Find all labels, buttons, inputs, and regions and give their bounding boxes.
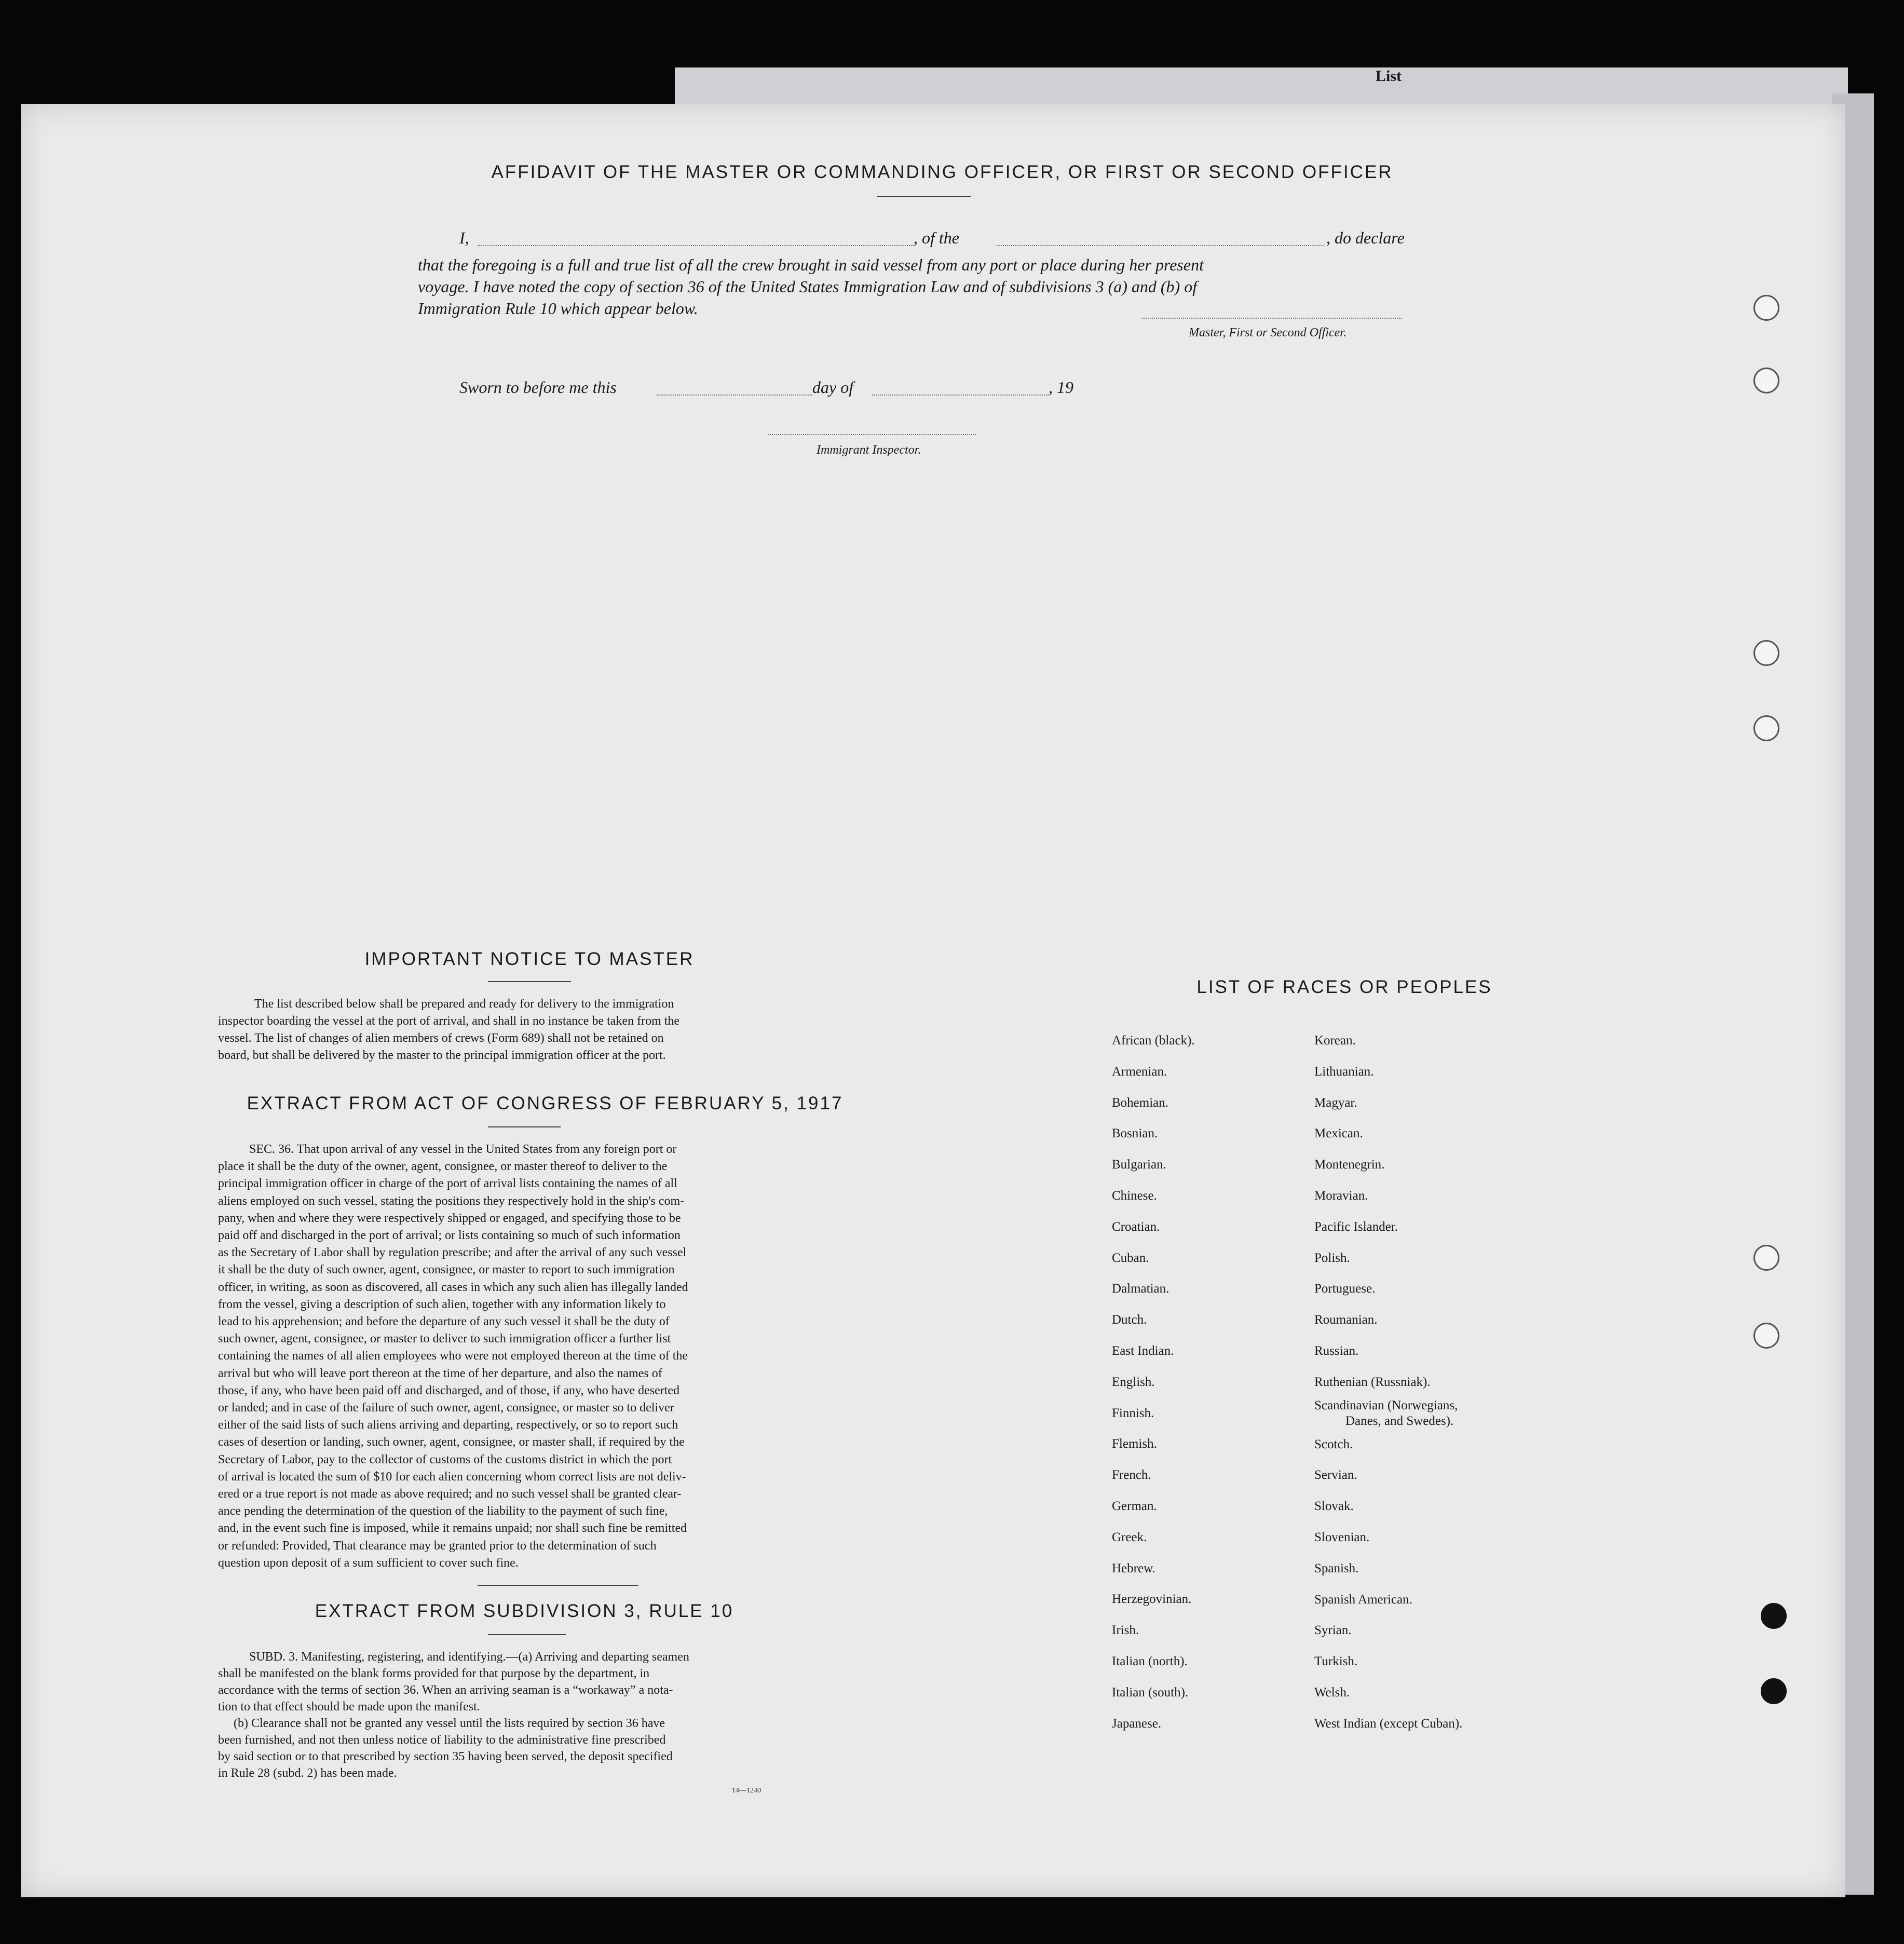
notice-line: vessel. The list of changes of alien members of crews (Form 689) shall not be retained on bbox=[218, 1031, 664, 1045]
race-item: Japanese. bbox=[1112, 1716, 1162, 1731]
act-line: as the Secretary of Labor shall by regulation prescribe; and after the arrival of any such vessel bbox=[218, 1246, 687, 1260]
race-item: Scotch. bbox=[1314, 1437, 1353, 1451]
race-item: French. bbox=[1112, 1468, 1151, 1483]
act-title: EXTRACT FROM ACT OF CONGRESS OF FEBRUARY 5, 1917 bbox=[247, 1093, 844, 1113]
sworn-year: , 19 bbox=[1049, 378, 1073, 397]
punch-hole bbox=[1753, 295, 1779, 321]
act-line: it shall be the duty of such owner, agent, consignee, or master to report to such immigration bbox=[218, 1263, 675, 1277]
race-item: Korean. bbox=[1314, 1034, 1356, 1048]
act-line: Secretary of Labor, pay to the collector of customs of the customs district in which the port bbox=[218, 1452, 672, 1466]
race-item: Portuguese. bbox=[1314, 1282, 1376, 1296]
race-item: Polish. bbox=[1314, 1250, 1350, 1265]
act-line: those, if any, who have been paid off and discharged, and of those, if any, who have deserted bbox=[218, 1383, 680, 1397]
affidavit-title: AFFIDAVIT OF THE MASTER OR COMMANDING OFFICER, OR FIRST OR SECOND OFFICER bbox=[491, 162, 1393, 182]
act-end-rule bbox=[478, 1585, 638, 1586]
race-item: Irish. bbox=[1112, 1623, 1139, 1638]
act-line: lead to his apprehension; and before the departure of any such vessel it shall be the duty of bbox=[218, 1315, 670, 1329]
punch-hole bbox=[1753, 1323, 1779, 1349]
rule-rule bbox=[488, 1634, 566, 1635]
act-line: place it shall be the duty of the owner, agent, consignee, or master thereof to deliver to the bbox=[218, 1160, 668, 1174]
act-line: paid off and discharged in the port of arrival; or lists containing so much of such information bbox=[218, 1229, 681, 1243]
race-item: Dalmatian. bbox=[1112, 1282, 1169, 1296]
race-item: Turkish. bbox=[1314, 1654, 1358, 1669]
race-item: Italian (north). bbox=[1112, 1654, 1188, 1668]
race-item: African (black). bbox=[1112, 1034, 1195, 1048]
race-item: Ruthenian (Russniak). bbox=[1314, 1375, 1431, 1389]
act-line: from the vessel, giving a description of such alien, together with any information likely to bbox=[218, 1297, 666, 1311]
punch-hole bbox=[1761, 1603, 1787, 1629]
race-item: Mexican. bbox=[1314, 1126, 1363, 1141]
officer-signature-blank[interactable] bbox=[1142, 318, 1402, 319]
races-left-column bbox=[1112, 1025, 1195, 1739]
act-line: and, in the event such fine is imposed, while it remains unpaid; nor shall such fine be remitted bbox=[218, 1521, 687, 1535]
race-item: Hebrew. bbox=[1112, 1561, 1155, 1575]
name-blank[interactable] bbox=[478, 245, 914, 246]
race-item: Moravian. bbox=[1314, 1188, 1368, 1203]
races-title: LIST OF RACES OR PEOPLES bbox=[1196, 977, 1492, 997]
officer-caption: Master, First or Second Officer. bbox=[1189, 326, 1347, 339]
act-line: officer, in writing, as soon as discovered, all cases in which any such alien has illegally landed bbox=[218, 1280, 688, 1294]
race-item: Roumanian. bbox=[1314, 1313, 1378, 1327]
affidavit-i: I, bbox=[459, 228, 469, 247]
rule-line: shall be manifested on the blank forms provided for that purpose by the department, in bbox=[218, 1667, 650, 1680]
rule-line: SUBD. 3. Manifesting, registering, and identifying.—(a) Arriving and departing seamen bbox=[249, 1650, 689, 1664]
race-item: Servian. bbox=[1314, 1468, 1357, 1483]
race-item: Herzegovinian. bbox=[1112, 1592, 1192, 1607]
act-line: or refunded: Provided, That clearance may be granted prior to the determination of such bbox=[218, 1539, 657, 1553]
act-line: of arrival is located the sum of $10 for each alien concerning whom correct lists are not deliv- bbox=[218, 1470, 686, 1484]
act-line: SEC. 36. That upon arrival of any vessel in the United States from any foreign port or bbox=[249, 1143, 677, 1156]
punch-hole bbox=[1753, 640, 1779, 666]
punch-hole bbox=[1753, 715, 1779, 741]
race-item: Bulgarian. bbox=[1112, 1158, 1166, 1172]
act-line: ered or a true report is not made as above required; and no such vessel shall be granted clear- bbox=[218, 1487, 682, 1501]
punch-hole bbox=[1761, 1678, 1787, 1704]
affidavit-declare: , do declare bbox=[1326, 228, 1405, 247]
affidavit-line3: voyage. I have noted the copy of section 36 of the United States Immigration Law and of subdivisions 3 (a) and (b) of bbox=[418, 277, 1198, 296]
notice-body bbox=[218, 996, 831, 1064]
sworn-day-of: day of bbox=[812, 378, 854, 397]
race-item: Scandinavian (Norwegians, bbox=[1314, 1398, 1458, 1412]
race-item: Lithuanian. bbox=[1314, 1064, 1374, 1079]
vessel-blank[interactable] bbox=[997, 245, 1324, 246]
act-line: aliens employed on such vessel, stating the positions they respectively hold in the ship's com- bbox=[218, 1194, 685, 1208]
race-item: East Indian. bbox=[1112, 1343, 1174, 1358]
act-body bbox=[218, 1141, 831, 1572]
act-line: cases of desertion or landing, such owner, agent, consignee, or master shall, if required by the bbox=[218, 1435, 685, 1449]
race-item: Spanish American. bbox=[1314, 1592, 1412, 1607]
rule-line: been furnished, and not then unless notice of liability to the administrative fine prescribed bbox=[218, 1733, 666, 1747]
act-line: such owner, agent, consignee, or master to deliver to such immigration officer a further list bbox=[218, 1332, 671, 1346]
race-item: Slovenian. bbox=[1314, 1530, 1370, 1544]
race-item: Magyar. bbox=[1314, 1095, 1357, 1110]
race-item: Flemish. bbox=[1112, 1437, 1157, 1451]
race-item: Greek. bbox=[1112, 1530, 1147, 1544]
notice-line: board, but shall be delivered by the master to the principal immigration officer at the port. bbox=[218, 1049, 666, 1062]
rule-title: EXTRACT FROM SUBDIVISION 3, RULE 10 bbox=[315, 1601, 734, 1621]
notice-title: IMPORTANT NOTICE TO MASTER bbox=[364, 949, 695, 969]
act-line: arrival but who will leave port thereon at the time of her departure, and also the names of bbox=[218, 1366, 662, 1380]
notice-line: The list described below shall be prepared and ready for delivery to the immigration bbox=[254, 997, 674, 1011]
race-item: Spanish. bbox=[1314, 1561, 1359, 1575]
race-item: Welsh. bbox=[1314, 1685, 1350, 1700]
rule-line: in Rule 28 (subd. 2) has been made. bbox=[218, 1766, 397, 1780]
race-item: English. bbox=[1112, 1375, 1155, 1389]
race-item: Danes, and Swedes). bbox=[1345, 1413, 1454, 1428]
notice-line: inspector boarding the vessel at the port of arrival, and shall in no instance be taken from the bbox=[218, 1014, 680, 1028]
race-item: Pacific Islander. bbox=[1314, 1219, 1398, 1234]
race-item: Italian (south). bbox=[1112, 1685, 1189, 1700]
act-line: either of the said lists of such aliens arriving and departing, respectively, or so to report such bbox=[218, 1418, 678, 1432]
list-tab-label: List bbox=[1376, 67, 1402, 85]
race-item: Slovak. bbox=[1314, 1499, 1354, 1514]
title-rule bbox=[877, 196, 971, 197]
act-line: containing the names of all alien employees who were not employed thereon at the time of the bbox=[218, 1349, 688, 1363]
affidavit-line4: Immigration Rule 10 which appear below. bbox=[418, 299, 698, 318]
rule-line: by said section or to that prescribed by section 35 having been served, the deposit specified bbox=[218, 1750, 673, 1763]
race-item: Montenegrin. bbox=[1314, 1158, 1385, 1172]
race-item: Russian. bbox=[1314, 1343, 1359, 1358]
notice-rule bbox=[488, 981, 571, 982]
act-line: principal immigration officer in charge of the port of arrival lists containing the names of all bbox=[218, 1177, 677, 1191]
act-rule bbox=[488, 1126, 561, 1127]
race-item: Syrian. bbox=[1314, 1623, 1352, 1638]
affidavit-line2: that the foregoing is a full and true list of all the crew brought in said vessel from any port or place during her present bbox=[418, 255, 1204, 274]
rule-body bbox=[218, 1649, 831, 1782]
act-line: ance pending the determination of the question of the liability to the payment of such fine, bbox=[218, 1504, 668, 1518]
sworn-day-blank[interactable] bbox=[657, 395, 812, 396]
affidavit-of-the: , of the bbox=[914, 228, 959, 247]
race-item: West Indian (except Cuban). bbox=[1314, 1716, 1463, 1731]
race-item: Armenian. bbox=[1112, 1064, 1167, 1079]
form-number: 14—1240 bbox=[732, 1787, 761, 1795]
race-item: Chinese. bbox=[1112, 1188, 1157, 1203]
punch-hole bbox=[1753, 1245, 1779, 1271]
race-item: Croatian. bbox=[1112, 1219, 1160, 1234]
sworn-text: Sworn to before me this bbox=[459, 378, 617, 397]
sworn-month-blank[interactable] bbox=[872, 395, 1049, 396]
inspector-caption: Immigrant Inspector. bbox=[817, 443, 921, 457]
punch-hole bbox=[1753, 368, 1779, 393]
race-item: German. bbox=[1112, 1499, 1157, 1513]
rule-line: (b) Clearance shall not be granted any vessel until the lists required by section 36 have bbox=[234, 1717, 665, 1730]
race-item: Cuban. bbox=[1112, 1250, 1149, 1265]
race-item: Bosnian. bbox=[1112, 1126, 1158, 1141]
rule-line: tion to that effect should be made upon the manifest. bbox=[218, 1700, 480, 1714]
race-item: Finnish. bbox=[1112, 1406, 1154, 1420]
races-right-column bbox=[1314, 1025, 1462, 1739]
act-line: question upon deposit of a sum sufficient to cover such fine. bbox=[218, 1556, 519, 1570]
act-line: pany, when and where they were respectively shipped or engaged, and specifying those to be bbox=[218, 1211, 681, 1225]
rule-line: accordance with the terms of section 36. When an arriving seaman is a “workaway” a nota- bbox=[218, 1683, 673, 1697]
inspector-signature-blank[interactable] bbox=[768, 434, 976, 435]
act-line: or landed; and in case of the failure of such owner, agent, consignee, or master so to deliver bbox=[218, 1401, 674, 1415]
race-item: Dutch. bbox=[1112, 1313, 1147, 1327]
race-item: Bohemian. bbox=[1112, 1095, 1169, 1110]
